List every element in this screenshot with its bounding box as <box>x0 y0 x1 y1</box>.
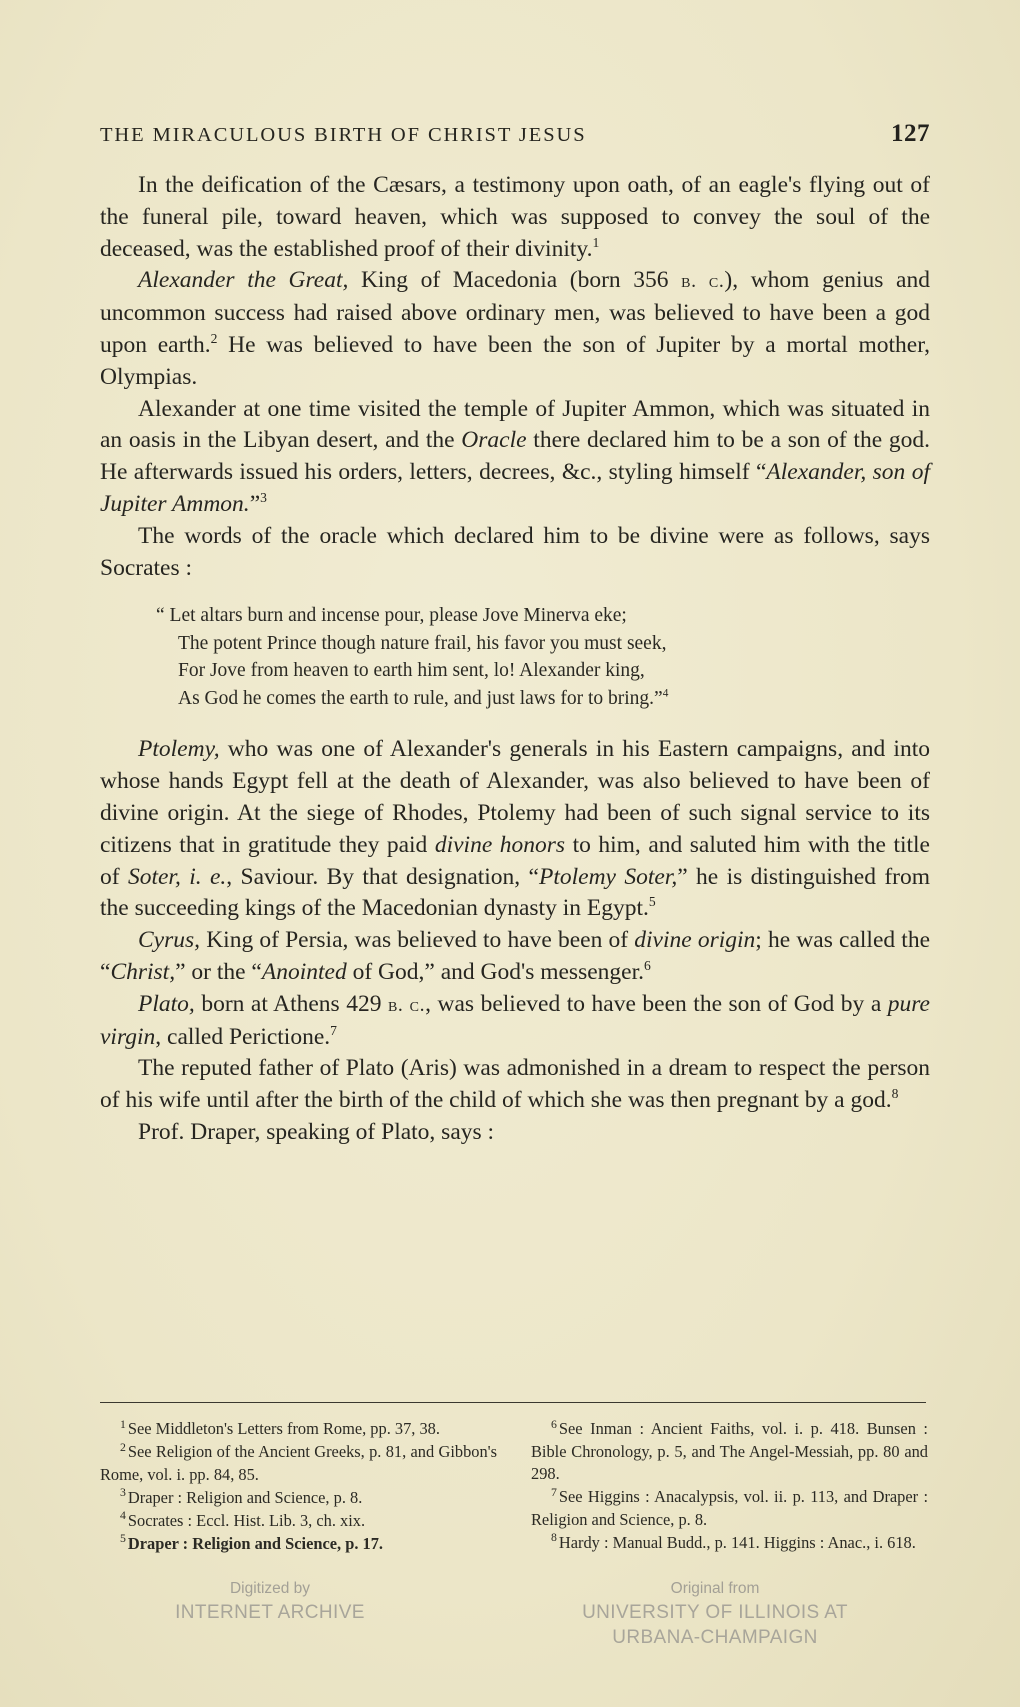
paragraph-plato-b: , was believed to have been the son of God by a <box>425 990 888 1017</box>
footnote-divider <box>100 1402 926 1403</box>
ammon-quote-italic: Alexander, son of Jupiter Ammon. <box>100 459 930 517</box>
footnote-column-right <box>531 1418 928 1556</box>
footnote-marker-2: 2 <box>120 1439 126 1454</box>
running-head: THE MIRACULOUS BIRTH OF CHRIST JESUS <box>100 124 587 146</box>
footnote-5-text: Draper : Religion and Science, p. 17. <box>127 1533 384 1553</box>
footnote-6-text: See Inman : Ancient Faiths, vol. i. p. 418. Bunsen : Bible Chronology, p. 5, and The Angel-Messiah, pp. 80 and 298. <box>531 1419 928 1483</box>
original-from-label: Original from <box>670 1580 760 1597</box>
oracle-italic: Oracle <box>461 427 527 454</box>
footnote-ref-5[interactable]: 5 <box>648 894 656 910</box>
paragraph-ammon-a: Alexander at one time visited the temple of Jupiter Ammon, which was situated in an oasis in the Libyan desert, and the <box>100 395 930 454</box>
paragraph-ammon-b: there declared him to be a son of the god. He afterwards issued his orders, letters, decrees, &c., styling himself “ <box>100 427 931 486</box>
footnote-marker-3: 3 <box>120 1485 126 1500</box>
paragraph-plato <box>100 989 930 1054</box>
ptolemy-soter-italic: Ptolemy Soter, <box>538 863 678 890</box>
footnote-marker-7: 7 <box>551 1484 557 1499</box>
date-bc-1: b. c. <box>681 270 725 293</box>
verse-line-4 <box>156 685 930 713</box>
footnote-4-text: Socrates : Eccl. Hist. Lib. 3, ch. xix. <box>127 1510 366 1530</box>
digitizer-name: INTERNET ARCHIVE <box>175 1602 365 1623</box>
paragraph-alexander-b: ), whom genius and uncommon success had raised above ordinary men, was believed to have been a god upon earth. <box>100 267 930 358</box>
soter-italic: Soter, i. e. <box>127 863 227 890</box>
footnotes <box>100 1418 928 1556</box>
verse-block <box>100 602 930 712</box>
footnote-5 <box>100 1533 497 1556</box>
footnote-4 <box>100 1510 497 1533</box>
footnote-marker-5: 5 <box>120 1531 126 1546</box>
holding-institution-line2: URBANA-CHAMPAIGN <box>612 1627 818 1648</box>
footnote-marker-8: 8 <box>551 1530 557 1545</box>
paragraph-cyrus <box>100 925 930 989</box>
footnote-7-text: See Higgins : Anacalypsis, vol. ii. p. 113, and Draper : Religion and Science, p. 8. <box>531 1487 928 1529</box>
paragraph-plato-c: , called Perictione. <box>155 1023 331 1050</box>
christ-italic: Christ, <box>110 958 176 985</box>
divine-origin-italic: divine origin <box>634 927 756 954</box>
footnote-marker-4: 4 <box>120 1508 126 1523</box>
verse-line-1: “ Let altars burn and incense pour, please Jove Minerva eke; <box>156 605 627 627</box>
lead-in-alexander: Alexander the Great, <box>138 267 349 294</box>
footnote-3 <box>100 1487 497 1510</box>
footnote-1-text: See Middleton's Letters from Rome, pp. 37, 38. <box>127 1419 440 1438</box>
footnote-2-text: See Religion of the Ancient Greeks, p. 81, and Gibbon's Rome, vol. i. pp. 84, 85. <box>100 1442 497 1484</box>
paragraph-caesars <box>100 170 930 265</box>
lead-in-plato: Plato, <box>138 990 195 1017</box>
digitized-by-block <box>140 1578 400 1650</box>
page-header <box>100 120 930 148</box>
paragraph-oracle-intro: The words of the oracle which declared him to be divine were as follows, says Socrates : <box>100 522 930 581</box>
verse-line-3: For Jove from heaven to earth him sent, lo! Alexander king, <box>178 660 645 682</box>
footnote-marker-6: 6 <box>551 1416 557 1431</box>
pure-virgin-italic: pure virgin <box>100 990 930 1050</box>
verse-line-4-text: As God he comes the earth to rule, and just laws for to bring.” <box>178 687 663 709</box>
divine-honors-italic: divine honors <box>434 831 566 858</box>
footnote-6 <box>531 1418 928 1486</box>
paragraph-alexander-great <box>100 265 930 393</box>
paragraph-ptolemy <box>100 734 930 925</box>
paragraph-alexander-a: King of Macedonia (born 356 <box>348 267 682 294</box>
paragraph-alexander-c: He was believed to have been the son of Jupiter by a mortal mother, Olympias. <box>100 331 930 390</box>
digitized-by-label: Digitized by <box>229 1580 311 1597</box>
footnote-ref-8[interactable]: 8 <box>891 1086 899 1102</box>
lead-in-ptolemy: Ptolemy, <box>138 736 220 763</box>
paragraph-plato-a: born at Athens 429 <box>194 990 388 1017</box>
footnote-ref-2[interactable]: 2 <box>210 331 218 347</box>
paragraph-caesars-text: In the deification of the Cæsars, a testimony upon oath, of an eagle's flying out of the funeral pile, toward heaven, which was supposed to convey the soul of the deceased, was the established proof of their divinity. <box>100 172 930 262</box>
page-content <box>100 120 930 1149</box>
paragraph-cyrus-c: ” or the “ <box>175 958 262 985</box>
paragraph-ptolemy-b: to him, and saluted him with the title of <box>100 831 930 890</box>
body-text <box>100 170 930 1149</box>
footnote-ref-7[interactable]: 7 <box>330 1022 337 1038</box>
footnote-7 <box>531 1486 928 1531</box>
footnote-ref-4[interactable]: 4 <box>662 687 669 700</box>
footnote-1 <box>100 1418 497 1441</box>
anointed-italic: Anointed <box>261 958 347 985</box>
paragraph-aris <box>100 1053 930 1117</box>
paragraph-ammon <box>100 394 930 521</box>
footnote-marker-1: 1 <box>120 1416 126 1431</box>
paragraph-ptolemy-a: who was one of Alexander's generals in his Eastern campaigns, and into whose hands Egypt fell at the death of Alexander, was also believed to have been of divine origin. At the siege of Rhodes, Ptolemy had been of such signal service to its citizens that in gratitude they paid <box>100 736 930 858</box>
footnote-8-text: Hardy : Manual Budd., p. 141. Higgins : Anac., i. 618. <box>558 1532 916 1552</box>
lead-in-cyrus: Cyrus, <box>138 927 201 954</box>
footnote-ref-1[interactable]: 1 <box>592 234 600 250</box>
holding-institution-line1: UNIVERSITY OF ILLINOIS AT <box>582 1602 848 1623</box>
footnote-8 <box>531 1532 928 1555</box>
footnote-3-text: Draper : Religion and Science, p. 8. <box>127 1487 363 1507</box>
paragraph-cyrus-d: of God,” and God's messenger. <box>346 958 644 985</box>
paragraph-draper-intro: Prof. Draper, speaking of Plato, says : <box>138 1118 495 1145</box>
footnote-ref-6[interactable]: 6 <box>644 958 651 974</box>
scan-footer <box>0 1578 1020 1650</box>
footnote-2 <box>100 1441 497 1486</box>
paragraph-ptolemy-d: ” he is distinguished from the succeeding kings of the Macedonian dynasty in Egypt. <box>100 863 931 922</box>
paragraph-cyrus-b: ; he was called the “ <box>100 927 931 985</box>
original-from-block <box>550 1578 880 1650</box>
verse-line-2: The potent Prince though nature frail, his favor you must seek, <box>178 632 667 654</box>
footnote-ref-3[interactable]: 3 <box>260 490 267 506</box>
page-number: 127 <box>891 120 930 147</box>
paragraph-ammon-c: ” <box>249 490 261 517</box>
footnote-column-left <box>100 1418 497 1556</box>
paragraph-ptolemy-c: , Saviour. By that designation, “ <box>226 863 539 890</box>
date-bc-2: b. c. <box>387 993 426 1016</box>
paragraph-aris-text: The reputed father of Plato (Aris) was admonished in a dream to respect the person of his wife until after the birth of the child of which she was then pregnant by a god. <box>100 1055 930 1114</box>
paragraph-cyrus-a: King of Persia, was believed to have been of <box>200 927 635 954</box>
